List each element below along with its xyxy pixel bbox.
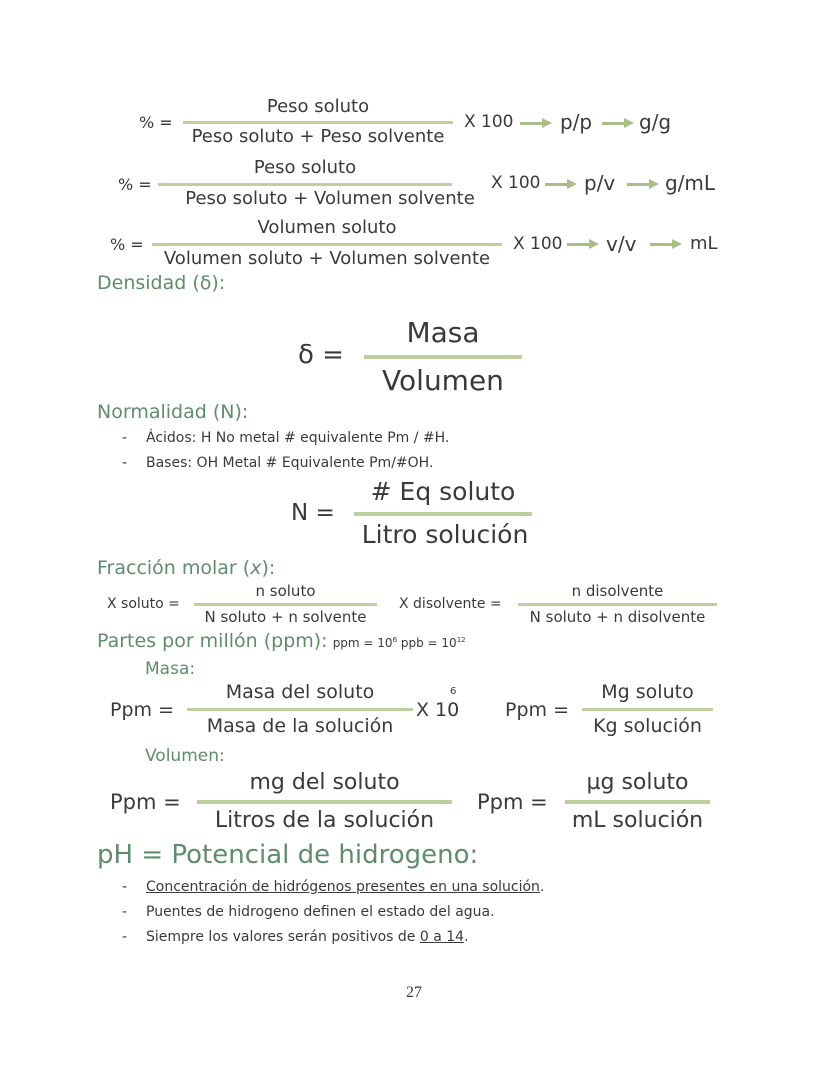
- formula-lhs: % =: [118, 175, 152, 194]
- formula-denominator: Peso soluto + Peso solvente: [191, 126, 445, 147]
- formula-factor: X 100: [491, 173, 541, 193]
- formula-numerator: Peso soluto: [266, 96, 370, 117]
- list-item: Bases: OH Metal # Equivalente Pm/#OH.: [146, 455, 434, 471]
- arrow-icon: [650, 237, 682, 251]
- fraction-bar: [197, 800, 452, 804]
- bullet-dash: -: [122, 430, 128, 446]
- fraction-bar: [565, 800, 710, 804]
- fraccion-heading: Fracción molar (x):: [97, 557, 276, 579]
- concentration-unit: g/g: [639, 110, 672, 134]
- volumen-label: Volumen:: [145, 746, 225, 766]
- formula-numerator: n soluto: [255, 582, 316, 600]
- formula-lhs: X soluto =: [107, 596, 180, 612]
- concentration-unit: mL: [690, 233, 718, 254]
- densidad-heading: Densidad (δ):: [97, 272, 226, 294]
- formula-lhs: δ =: [298, 340, 344, 370]
- formula-numerator: mg del soluto: [249, 770, 400, 795]
- formula-lhs: % =: [139, 113, 173, 132]
- formula-lhs: X disolvente =: [399, 596, 502, 612]
- arrow-icon: [520, 116, 552, 130]
- formula-numerator: # Eq soluto: [370, 477, 516, 506]
- formula-numerator: Masa del soluto: [225, 681, 375, 703]
- fraction-bar: [194, 603, 377, 606]
- ppm-heading-line: [97, 630, 466, 652]
- fraction-bar: [364, 355, 522, 359]
- ppm-equivalence: ppm = $10^6$ ppb = $10^{12}$: [332, 636, 466, 650]
- heading-variable: x: [250, 557, 262, 579]
- formula-denominator: N soluto + n disolvente: [529, 608, 706, 626]
- formula-denominator: Litro solución: [361, 520, 529, 549]
- formula-denominator: Volumen soluto + Volumen solvente: [163, 248, 491, 269]
- concentration-type: v/v: [606, 232, 637, 256]
- formula-numerator: Peso soluto: [253, 157, 357, 178]
- formula-lhs: Ppm =: [110, 699, 174, 721]
- fraction-bar: [354, 512, 532, 516]
- formula-lhs: N =: [291, 500, 335, 526]
- list-item: Puentes de hidrogeno definen el estado del agua.: [146, 904, 495, 920]
- arrow-icon: [567, 237, 599, 251]
- formula-numerator: Mg soluto: [601, 681, 694, 703]
- fraction-bar: [152, 243, 502, 246]
- formula-denominator: Volumen: [382, 364, 504, 397]
- ppm-heading: Partes por millón (ppm):: [97, 630, 328, 652]
- normalidad-heading: Normalidad (N):: [97, 401, 249, 423]
- formula-factor: X 10: [416, 699, 460, 721]
- bullet-dash: -: [122, 929, 128, 945]
- arrow-icon: [545, 177, 577, 191]
- concentration-type: p/p: [560, 110, 593, 134]
- formula-lhs: Ppm =: [110, 790, 181, 814]
- formula-denominator: Litros de la solución: [214, 808, 435, 833]
- formula-lhs: Ppm =: [505, 699, 569, 721]
- concentration-unit: g/mL: [665, 171, 716, 195]
- concentration-type: p/v: [584, 171, 616, 195]
- ph-heading: pH = Potencial de hidrogeno:: [97, 840, 479, 870]
- list-item: Ácidos: H No metal # equivalente Pm / #H.: [146, 430, 450, 446]
- formula-numerator: Masa: [406, 316, 480, 349]
- arrow-icon: [627, 177, 659, 191]
- formula-factor: X 100: [464, 112, 514, 132]
- fraction-bar: [582, 708, 713, 711]
- fraction-bar: [158, 183, 452, 186]
- formula-denominator: Kg solución: [593, 715, 702, 737]
- formula-lhs: Ppm =: [477, 790, 548, 814]
- formula-factor: X 100: [513, 234, 563, 254]
- formula-denominator: mL solución: [571, 808, 704, 833]
- bullet-dash: -: [122, 455, 128, 471]
- masa-label: Masa:: [145, 659, 196, 679]
- fraction-bar: [183, 121, 453, 124]
- arrow-icon: [602, 116, 634, 130]
- formula-lhs: % =: [110, 235, 144, 254]
- formula-denominator: Peso soluto + Volumen solvente: [185, 188, 475, 209]
- bullet-dash: -: [122, 879, 128, 895]
- formula-exponent: 6: [450, 686, 457, 697]
- fraction-bar: [187, 708, 413, 711]
- formula-numerator: n disolvente: [571, 582, 664, 600]
- formula-denominator: Masa de la solución: [206, 715, 394, 737]
- formula-numerator: Volumen soluto: [257, 217, 397, 238]
- fraction-bar: [518, 603, 717, 606]
- bullet-dash: -: [122, 904, 128, 920]
- page-number: 27: [406, 984, 422, 1001]
- formula-denominator: N soluto + n solvente: [204, 608, 367, 626]
- list-item: Concentración de hidrógenos presentes en una solución.: [146, 879, 545, 895]
- formula-numerator: µg soluto: [586, 770, 689, 795]
- list-item: Siempre los valores serán positivos de 0 a 14.: [146, 929, 469, 945]
